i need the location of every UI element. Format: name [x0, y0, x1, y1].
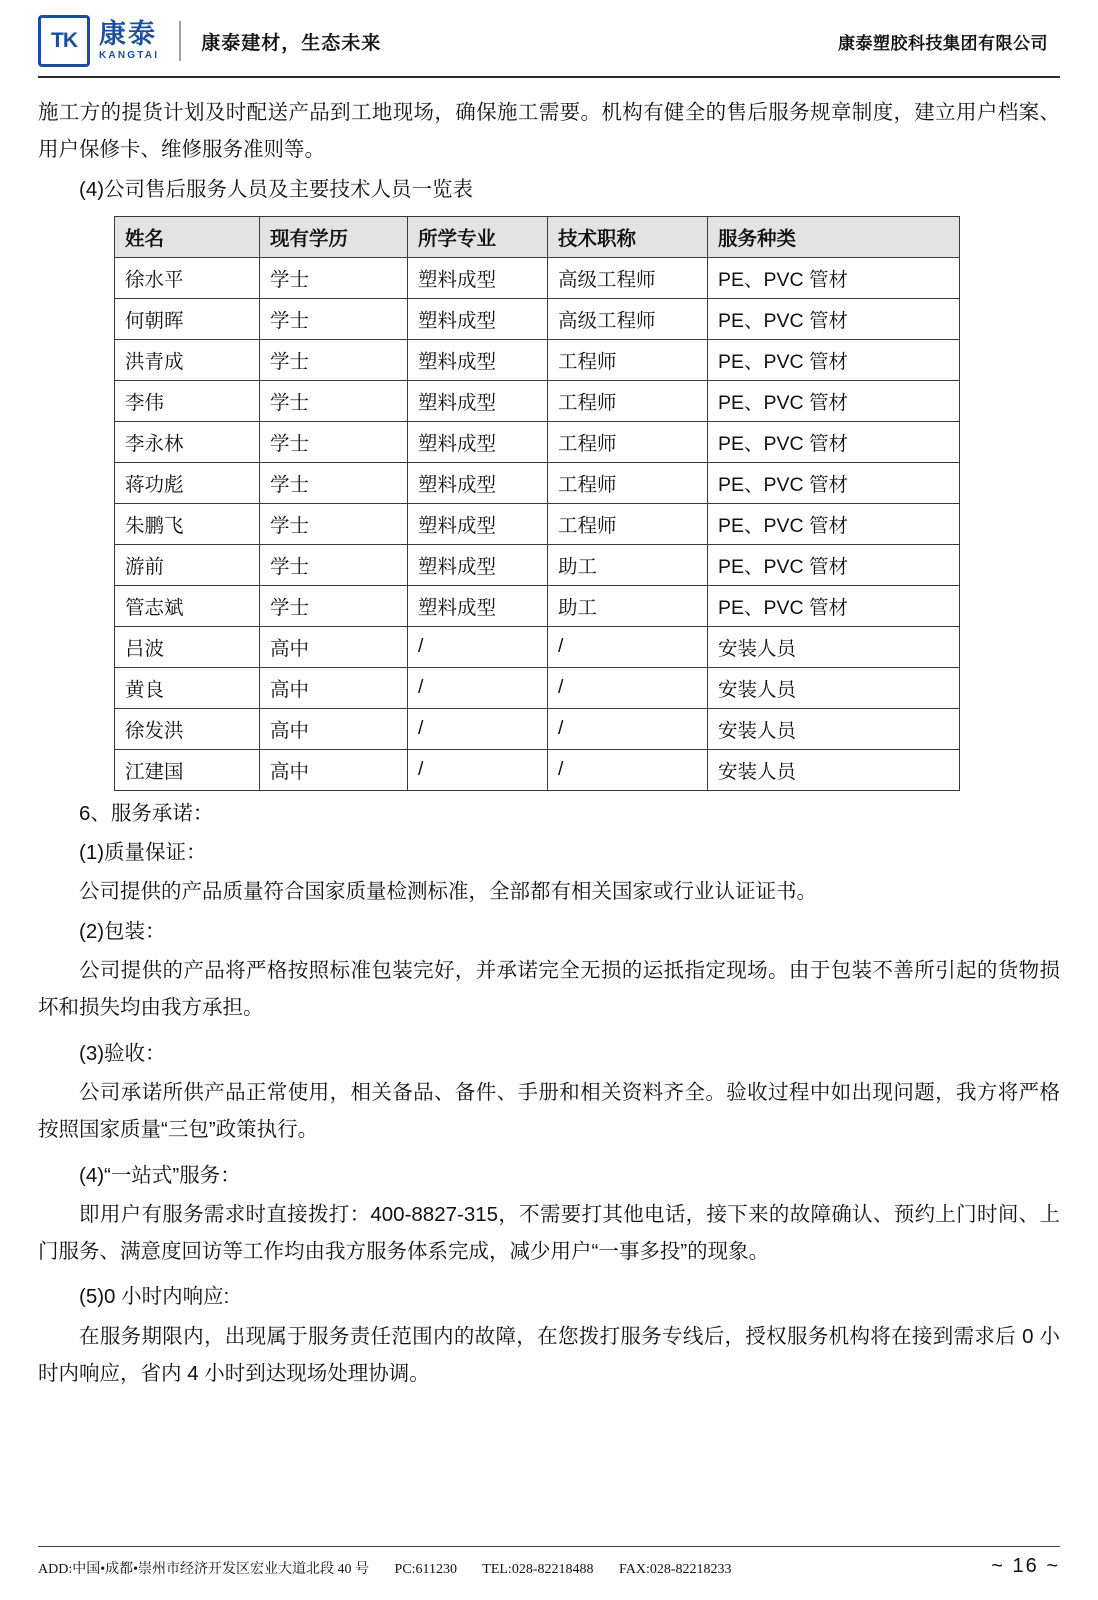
table-cell: 安装人员 [708, 667, 960, 708]
table-cell: / [408, 749, 548, 790]
table-header-cell: 现有学历 [260, 216, 408, 257]
table-cell: 塑料成型 [408, 503, 548, 544]
table-cell: 塑料成型 [408, 298, 548, 339]
table-cell: 工程师 [548, 421, 708, 462]
header-company-name: 康泰塑胶科技集团有限公司 [838, 33, 1048, 53]
table-row [115, 749, 960, 790]
table-cell: 学士 [260, 462, 408, 503]
footer-postcode: PC:611230 [394, 1562, 458, 1577]
footer-row [38, 1555, 1060, 1578]
table-cell: 高级工程师 [548, 257, 708, 298]
table-header-cell: 服务种类 [708, 216, 960, 257]
table-cell: / [548, 708, 708, 749]
table-cell: 吕波 [115, 626, 260, 667]
paragraph-top: 施工方的提货计划及时配送产品到工地现场，确保施工需要。机构有健全的售后服务规章制度，建立用户档案、用户保修卡、维修服务准则等。 [38, 101, 1060, 162]
table-cell: 安装人员 [708, 708, 960, 749]
table-row [115, 626, 960, 667]
table-cell: 学士 [260, 298, 408, 339]
table-caption: (4)公司售后服务人员及主要技术人员一览表 [79, 177, 474, 201]
table-header-cell: 技术职称 [548, 216, 708, 257]
table-cell: 塑料成型 [408, 339, 548, 380]
table-cell: / [408, 667, 548, 708]
table-row [115, 585, 960, 626]
page-number: ~ 16 ~ [991, 1555, 1060, 1577]
table-cell: / [548, 749, 708, 790]
table-cell: PE、PVC 管材 [708, 462, 960, 503]
table-cell: 工程师 [548, 503, 708, 544]
item-4-text: 即用户有服务需求时直接拨打：400-8827-315，不需要打其他电话，接下来的故障确认、预约上门时间、上门服务、满意度回访等工作均由我方服务体系完成，减少用户“一事多投”的现象。 [38, 1202, 1060, 1264]
item-3-text: 公司承诺所供产品正常使用，相关备品、备件、手册和相关资料齐全。验收过程中如出现问题，我方将严格按照国家质量“三包”政策执行。 [38, 1080, 1060, 1142]
item-2-title: (2)包装： [79, 919, 166, 943]
item-1-title: (1)质量保证： [79, 841, 207, 865]
item-4-title: (4)“一站式”服务： [79, 1163, 241, 1187]
table-cell: 塑料成型 [408, 257, 548, 298]
table-cell: 学士 [260, 339, 408, 380]
table-cell: 塑料成型 [408, 544, 548, 585]
table-cell: PE、PVC 管材 [708, 544, 960, 585]
table-cell: 徐水平 [115, 257, 260, 298]
table-cell: 李伟 [115, 380, 260, 421]
table-row [115, 708, 960, 749]
table-row [115, 421, 960, 462]
header-slogan: 康泰建材，生态未来 [201, 32, 382, 54]
table-row [115, 462, 960, 503]
table-cell: 江建国 [115, 749, 260, 790]
table-cell: PE、PVC 管材 [708, 339, 960, 380]
header-divider [179, 21, 181, 61]
table-cell: PE、PVC 管材 [708, 421, 960, 462]
table-cell: 塑料成型 [408, 585, 548, 626]
footer-contact-info [38, 1558, 732, 1578]
table-cell: 学士 [260, 257, 408, 298]
table-cell: 学士 [260, 503, 408, 544]
table-cell: / [548, 667, 708, 708]
table-header-cell: 姓名 [115, 216, 260, 257]
table-cell: 学士 [260, 585, 408, 626]
logo-text [99, 21, 159, 61]
company-logo [38, 15, 159, 67]
table-cell: 工程师 [548, 339, 708, 380]
item-5-text: 在服务期限内，出现属于服务责任范围内的故障，在您拨打服务专线后，授权服务机构将在接到需求后 0 小时内响应，省内 4 小时到达现场处理协调。 [38, 1324, 1060, 1386]
table-cell: 助工 [548, 544, 708, 585]
table-cell: 塑料成型 [408, 462, 548, 503]
item-3-title: (3)验收： [79, 1041, 166, 1065]
table-cell: 安装人员 [708, 626, 960, 667]
table-cell: PE、PVC 管材 [708, 503, 960, 544]
item-1-text: 公司提供的产品质量符合国家质量检测标准，全部都有相关国家或行业认证证书。 [79, 880, 817, 904]
table-cell: / [548, 626, 708, 667]
table-cell: PE、PVC 管材 [708, 585, 960, 626]
table-row [115, 339, 960, 380]
staff-table [114, 216, 960, 791]
table-cell: 安装人员 [708, 749, 960, 790]
table-cell: PE、PVC 管材 [708, 298, 960, 339]
table-cell: 何朝晖 [115, 298, 260, 339]
table-header-row [115, 216, 960, 257]
table-cell: 洪青成 [115, 339, 260, 380]
table-cell: 高中 [260, 667, 408, 708]
table-cell: 学士 [260, 544, 408, 585]
table-cell: 高中 [260, 626, 408, 667]
page-footer [38, 1546, 1060, 1578]
table-cell: 助工 [548, 585, 708, 626]
footer-tel: TEL:028-82218488 [482, 1562, 594, 1577]
table-row [115, 667, 960, 708]
footer-address: ADD:中国•成都•崇州市经济开发区宏业大道北段 40 号 [38, 1562, 370, 1577]
table-row [115, 257, 960, 298]
table-cell: 高中 [260, 708, 408, 749]
table-cell: PE、PVC 管材 [708, 257, 960, 298]
page-header [38, 0, 1060, 72]
footer-fax: FAX:028-82218233 [619, 1562, 732, 1577]
table-cell: / [408, 708, 548, 749]
table-cell: 游前 [115, 544, 260, 585]
table-row [115, 544, 960, 585]
footer-rule [38, 1546, 1060, 1547]
table-cell: 高中 [260, 749, 408, 790]
logo-name-cn: 康泰 [99, 19, 157, 49]
logo-name-en: KANGTAI [99, 50, 160, 61]
table-cell: 塑料成型 [408, 380, 548, 421]
table-row [115, 298, 960, 339]
item-2-text: 公司提供的产品将严格按照标准包装完好，并承诺完全无损的运抵指定现场。由于包装不善所引起的货物损坏和损失均由我方承担。 [38, 959, 1060, 1020]
header-rule [38, 76, 1060, 78]
logo-mark-icon: TK [38, 15, 90, 67]
table-cell: PE、PVC 管材 [708, 380, 960, 421]
item-5-title: (5)0 小时内响应: [79, 1285, 230, 1309]
table-cell: 蒋功彪 [115, 462, 260, 503]
table-header-cell: 所学专业 [408, 216, 548, 257]
table-cell: 工程师 [548, 380, 708, 421]
table-cell: / [408, 626, 548, 667]
table-row [115, 503, 960, 544]
table-cell: 管志斌 [115, 585, 260, 626]
table-cell: 学士 [260, 421, 408, 462]
table-cell: 李永林 [115, 421, 260, 462]
staff-table-wrapper [38, 210, 1060, 795]
table-cell: 黄良 [115, 667, 260, 708]
table-cell: 徐发洪 [115, 708, 260, 749]
table-cell: 朱鹏飞 [115, 503, 260, 544]
table-cell: 工程师 [548, 462, 708, 503]
table-row [115, 380, 960, 421]
table-cell: 高级工程师 [548, 298, 708, 339]
table-cell: 塑料成型 [408, 421, 548, 462]
table-cell: 学士 [260, 380, 408, 421]
section-6-title: 6、服务承诺： [79, 801, 214, 825]
